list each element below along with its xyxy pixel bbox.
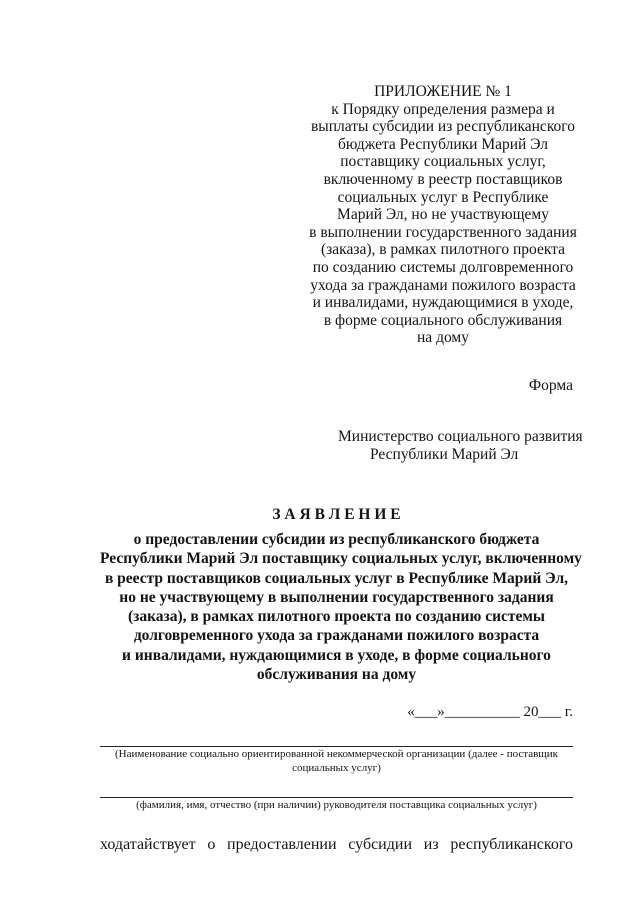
subtitle-line: Республики Марий Эл поставщику социальных услуг, включенному <box>100 550 582 568</box>
appendix-line: к Порядку определения размера и <box>331 100 555 118</box>
appendix-line: по созданию системы долговременного <box>312 258 574 276</box>
appendix-line: (заказа), в рамках пилотного проекта <box>320 241 565 259</box>
caption-line: социальных услуг) <box>292 762 381 774</box>
subtitle-line: долговременного ухода за гражданами пожилого возраста <box>133 627 540 645</box>
subtitle-line: и инвалидами, нуждающимися в уходе, в форме социального <box>122 646 551 664</box>
addressee-block <box>338 428 583 464</box>
director-name-caption <box>100 798 573 812</box>
body-text: ходатайствует о предоставлении субсидии из республиканского <box>100 836 573 853</box>
caption-line: (фамилия, имя, отчество (при наличии) руководителя поставщика социальных услуг) <box>136 799 537 811</box>
appendix-line: бюджета Республики Марий Эл <box>338 135 548 153</box>
appendix-line: Марий Эл, но не участвующему <box>337 206 549 224</box>
appendix-block <box>305 83 581 347</box>
appendix-line: на дому <box>417 329 469 347</box>
caption-line: (Наименование социально ориентированной некоммерческой организации (далее - поставщик <box>114 748 558 760</box>
appendix-line: выплаты субсидии из республиканского <box>310 118 576 136</box>
subtitle-line: (заказа), в рамках пилотного проекта по созданию системы <box>127 608 546 626</box>
statement-heading: З А Я В Л Е Н И Е <box>272 506 401 523</box>
appendix-line: в форме социального обслуживания <box>323 311 563 329</box>
subtitle-line: в реестр поставщиков социальных услуг в Республике Марий Эл, <box>104 569 569 587</box>
appendix-line: и инвалидами, нуждающимися в уходе, <box>312 294 574 312</box>
appendix-title: ПРИЛОЖЕНИЕ № 1 <box>374 83 512 100</box>
date-line: «___»__________ 20___ г. <box>407 704 573 720</box>
addressee-line: Министерство социального развития <box>338 428 583 445</box>
subtitle-line: но не участвующему в выполнении государственного задания <box>119 588 554 606</box>
statement-subtitle <box>100 530 582 684</box>
subtitle-line: о предоставлении субсидии из республиканского бюджета <box>133 531 540 548</box>
form-label: Форма <box>528 377 573 394</box>
appendix-line: ухода за гражданами пожилого возраста <box>310 276 576 294</box>
appendix-line: социальных услуг в Республике <box>337 188 549 206</box>
organization-name-caption <box>100 747 573 775</box>
appendix-line: в выполнении государственного задания <box>309 223 577 241</box>
appendix-line: включенному в реестр поставщиков <box>323 170 563 188</box>
subtitle-line: обслуживания на дому <box>256 666 417 684</box>
appendix-line: поставщику социальных услуг, <box>340 153 546 171</box>
addressee-line: Республики Марий Эл <box>370 446 519 463</box>
